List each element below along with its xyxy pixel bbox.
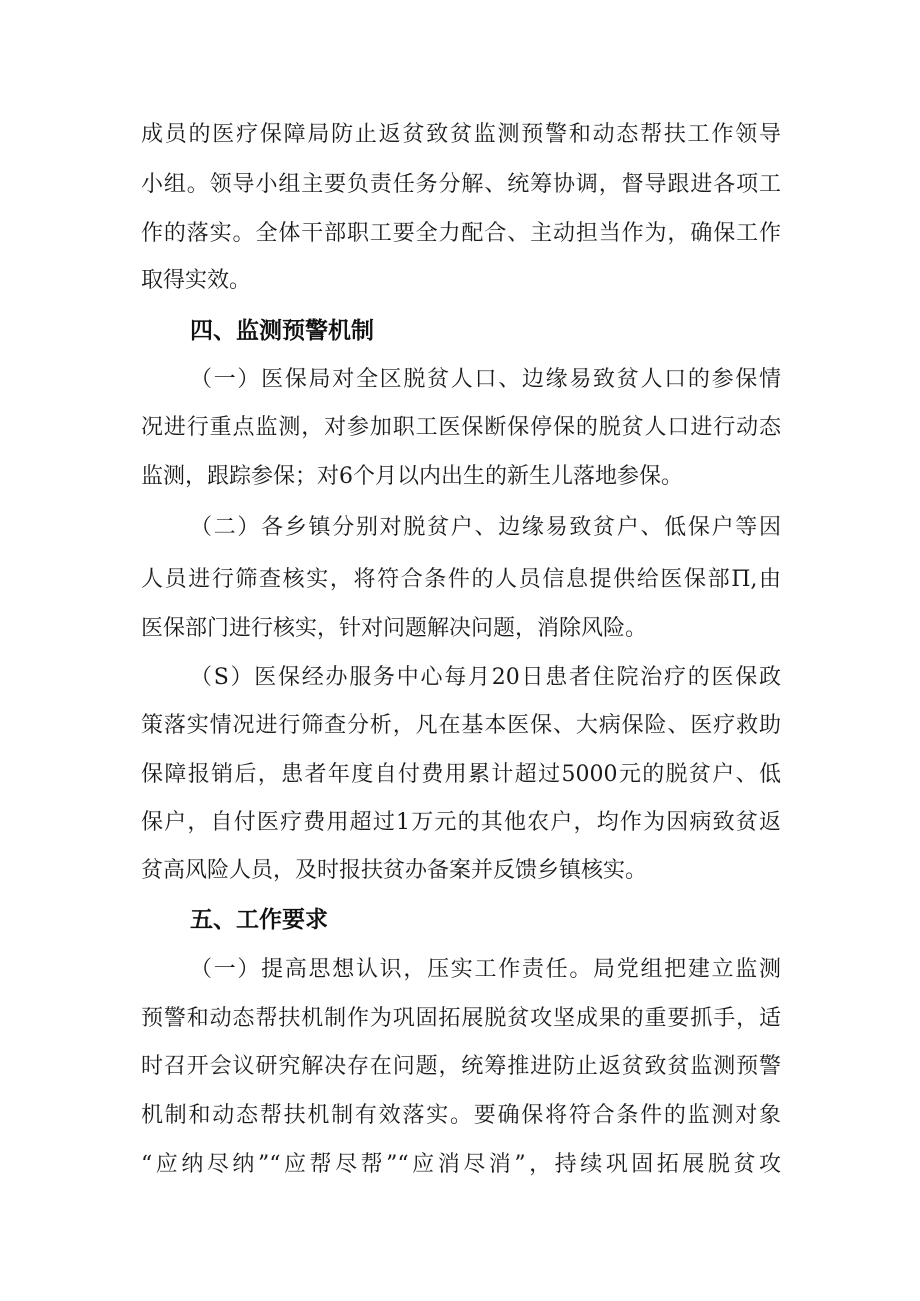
section4-para3-line-3: 保障报销后，患者年度自付费用累计超过5000元的脱贫户、低 [141, 762, 781, 787]
continuation-line-1: 成员的医疗保障局防止返贫致贫监测预警和动态帮扶工作领导 [141, 122, 781, 147]
section5-para1-line-3: 时召开会议研究解决存在问题，统筹推进防止返贫致贫监测预警 [141, 1054, 781, 1079]
continuation-line-3: 作的落实。全体干部职工要全力配合、主动担当作为，确保工作 [141, 221, 781, 246]
section4-para3-line-1: （S）医保经办服务中心每月20日患者住院治疗的医保政 [190, 665, 781, 690]
section4-para3-line-4: 保户，自付医疗费用超过1万元的其他农户，均作为因病致贫返 [141, 810, 781, 835]
section4-para1-line-1: （一）医保局对全区脱贫人口、边缘易致贫人口的参保情 [190, 367, 781, 392]
section4-para3-line-5: 贫高风险人员，及时报扶贫办备案并反馈乡镇核实。 [141, 858, 648, 883]
continuation-line-4: 取得实效。 [141, 268, 252, 293]
section4-para1-line-3: 监测，跟踪参保；对6个月以内出生的新生儿落地参保。 [141, 464, 683, 489]
section-heading-monitoring: 四、监测预警机制 [190, 318, 374, 344]
section4-para2-line-3: 医保部门进行核实，针对问题解决问题，消除风险。 [141, 616, 648, 641]
section4-para2-line-1: （二）各乡镇分别对脱贫户、边缘易致贫户、低保户等因 [190, 515, 781, 540]
section5-para1-line-1: （一）提高思想认识，压实工作责任。局党组把建立监测 [190, 957, 781, 982]
section4-para3-line-2: 策落实情况进行筛查分析，凡在基本医保、大病保险、医疗救助 [141, 713, 781, 738]
section5-para1-line-5: “应纳尽纳”“应帮尽帮”“应消尽消”，持续巩固拓展脱贫攻 [141, 1152, 781, 1177]
section-heading-requirements: 五、工作要求 [190, 907, 328, 933]
continuation-line-2: 小组。领导小组主要负责任务分解、统筹协调，督导跟进各项工 [141, 172, 781, 197]
section5-para1-line-2: 预警和动态帮扶机制作为巩固拓展脱贫攻坚成果的重要抓手，适 [141, 1006, 781, 1031]
section5-para1-line-4: 机制和动态帮扶机制有效落实。要确保将符合条件的监测对象 [141, 1103, 781, 1128]
section4-para2-line-2: 人员进行筛查核实，将符合条件的人员信息提供给医保部Π,由 [141, 567, 781, 592]
section4-para1-line-2: 况进行重点监测，对参加职工医保断保停保的脱贫人口进行动态 [141, 415, 781, 440]
